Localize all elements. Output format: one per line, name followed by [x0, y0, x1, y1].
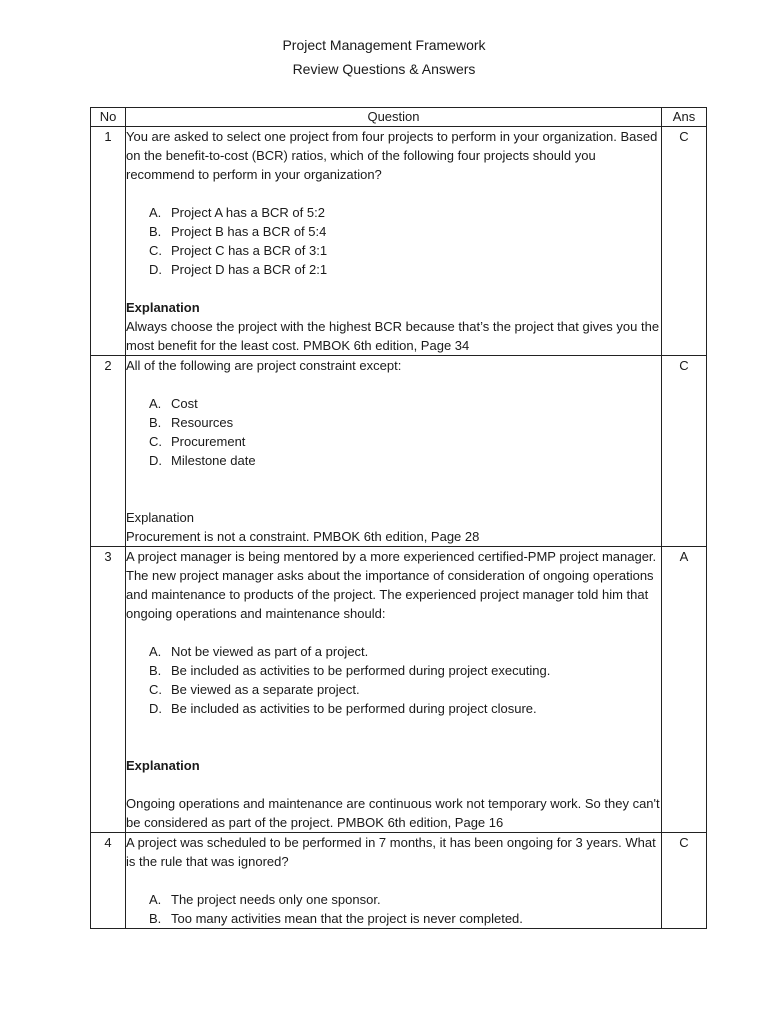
options-list [126, 642, 661, 718]
option-letter: A. [149, 205, 162, 220]
answer-letter: C [662, 833, 707, 929]
option-text: Not be viewed as part of a project. [171, 644, 369, 659]
option-text: Project B has a BCR of 5:4 [171, 224, 327, 239]
question-stem: You are asked to select one project from four projects to perform in your organization. Based on the benefit-to-cost (BCR) ratios, which of the following four projects should you recommend to perform in your organization? [126, 129, 658, 182]
option-text: Resources [171, 415, 234, 430]
document-subtitle: Review Questions & Answers [292, 61, 476, 77]
option-item [149, 642, 661, 661]
question-cell [126, 833, 662, 929]
option-item [149, 413, 661, 432]
options-list [126, 890, 661, 928]
explanation-label: Explanation [126, 758, 200, 773]
option-item [149, 699, 661, 718]
option-item [149, 394, 661, 413]
question-number: 4 [91, 833, 126, 929]
answer-letter: A [662, 547, 707, 833]
options-list [126, 203, 661, 279]
option-item [149, 222, 661, 241]
option-text: Project A has a BCR of 5:2 [171, 205, 325, 220]
option-letter: C. [149, 434, 162, 449]
table-row [91, 833, 707, 929]
option-text: Be included as activities to be performed during project closure. [171, 701, 537, 716]
question-cell [126, 127, 662, 356]
col-header-no: No [91, 108, 126, 127]
options-list [126, 394, 661, 470]
option-item [149, 432, 661, 451]
option-letter: A. [149, 892, 162, 907]
question-number: 1 [91, 127, 126, 356]
col-header-ans: Ans [662, 108, 707, 127]
option-letter: B. [149, 415, 162, 430]
option-letter: B. [149, 663, 162, 678]
document-title: Project Management Framework [282, 37, 486, 53]
option-letter: B. [149, 224, 162, 239]
option-text: Procurement [171, 434, 246, 449]
option-letter: C. [149, 243, 162, 258]
explanation-text: Always choose the project with the highest BCR because that’s the project that gives you the most benefit for the least cost. PMBOK 6th edition, Page 34 [126, 319, 660, 353]
option-letter: D. [149, 453, 162, 468]
explanation-text: Procurement is not a constraint. PMBOK 6th edition, Page 28 [126, 529, 480, 544]
option-item [149, 890, 661, 909]
option-item [149, 451, 661, 470]
explanation-text: Ongoing operations and maintenance are continuous work not temporary work. So they can't be considered as part of the project. PMBOK 6th edition, Page 16 [126, 796, 660, 830]
table-row [91, 547, 707, 833]
option-item [149, 241, 661, 260]
option-text: Project D has a BCR of 2:1 [171, 262, 328, 277]
option-text: Project C has a BCR of 3:1 [171, 243, 328, 258]
question-stem: All of the following are project constraint except: [126, 358, 402, 373]
qa-table [90, 107, 707, 929]
option-letter: B. [149, 911, 162, 926]
option-text: Cost [171, 396, 198, 411]
question-stem: A project was scheduled to be performed in 7 months, it has been ongoing for 3 years. What is the rule that was ignored? [126, 835, 656, 869]
question-number: 3 [91, 547, 126, 833]
option-text: The project needs only one sponsor. [171, 892, 381, 907]
table-row [91, 127, 707, 356]
question-cell [126, 547, 662, 833]
option-item [149, 260, 661, 279]
option-item [149, 680, 661, 699]
option-text: Be viewed as a separate project. [171, 682, 360, 697]
explanation-label: Explanation [126, 300, 200, 315]
question-cell [126, 356, 662, 547]
col-header-question: Question [126, 108, 662, 127]
option-text: Milestone date [171, 453, 256, 468]
answer-letter: C [662, 356, 707, 547]
table-row [91, 356, 707, 547]
option-item [149, 909, 661, 928]
option-letter: C. [149, 682, 162, 697]
question-number: 2 [91, 356, 126, 547]
explanation-label: Explanation [126, 510, 194, 525]
option-item [149, 203, 661, 222]
question-stem: A project manager is being mentored by a more experienced certified-PMP project manager. The new project manager asks about the importance of consideration of ongoing operations and maintenance to products of the project. The experienced project manager told him that ongoing operations and maintenance should: [126, 549, 657, 621]
option-letter: D. [149, 701, 162, 716]
option-letter: A. [149, 396, 162, 411]
header-row [91, 108, 707, 127]
option-item [149, 661, 661, 680]
option-text: Be included as activities to be performed during project executing. [171, 663, 551, 678]
option-letter: D. [149, 262, 162, 277]
option-letter: A. [149, 644, 162, 659]
option-text: Too many activities mean that the project is never completed. [171, 911, 523, 926]
answer-letter: C [662, 127, 707, 356]
